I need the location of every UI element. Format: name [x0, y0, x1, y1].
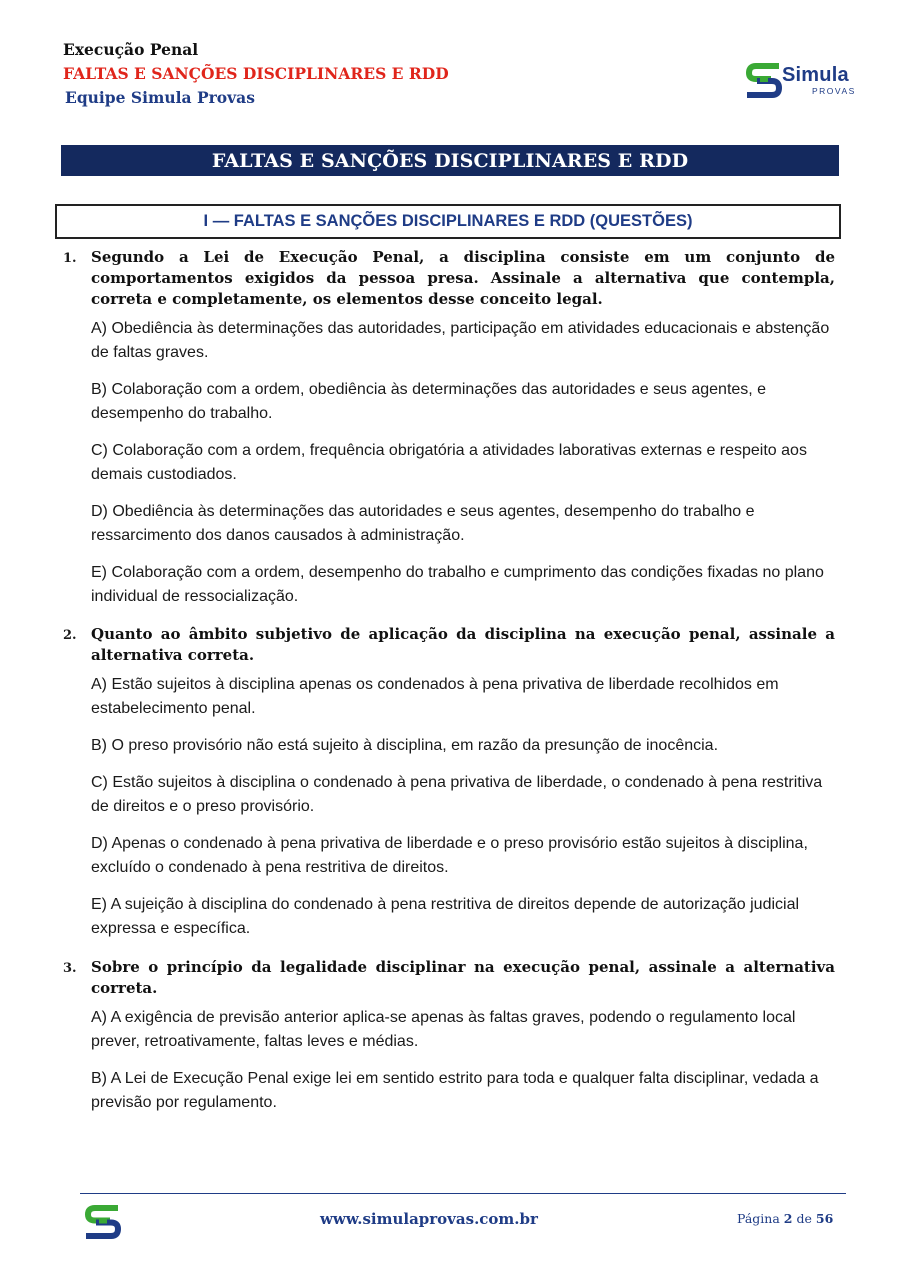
author-line: Equipe Simula Provas [65, 88, 255, 107]
option-d: D) Obediência às determinações das autoridades e seus agentes, desempenho do trabalho e ressarcimento dos danos causados à administração. [91, 503, 755, 544]
option-e: E) Colaboração com a ordem, desempenho do trabalho e cumprimento das condições fixadas no plano individual de ressocialização. [91, 564, 824, 605]
option-a: A) A exigência de previsão anterior aplica-se apenas às faltas graves, podendo o regulamento local prever, retroativamente, faltas leves e médias. [91, 1009, 796, 1050]
simula-logo [746, 62, 861, 100]
subject-title: Execução Penal [63, 40, 199, 59]
option-b: B) O preso provisório não está sujeito à disciplina, em razão da presunção de inocência. [91, 737, 719, 754]
question-stem: Sobre o princípio da legalidade disciplinar na execução penal, assinale a alternativa correta. [91, 958, 835, 997]
page-title: FALTAS E SANÇÕES DISCIPLINARES E RDD [61, 145, 839, 176]
logo-wordmark: Simula [782, 64, 849, 86]
page-of: de [796, 1211, 812, 1226]
option-c: C) Estão sujeitos à disciplina o condenado à pena privativa de liberdade, o condenado à pena restritiva de direitos e o preso provisório. [91, 774, 823, 815]
option-a: A) Estão sujeitos à disciplina apenas os condenados à pena privativa de liberdade recolhidos em estabelecimento penal. [91, 676, 779, 717]
page-number [737, 1211, 833, 1226]
question-3 [63, 957, 835, 1115]
option-a: A) Obediência às determinações das autoridades, participação em atividades educacionais e abstenção de faltas graves. [91, 320, 830, 361]
simula-s-footer-icon [85, 1204, 121, 1240]
question-stem: Segundo a Lei de Execução Penal, a disciplina consiste em um conjunto de comportamentos exigidos da pessoa presa. Assinale a alternativa que contempla, correta e completamente, os elementos desse conceito legal. [91, 248, 835, 308]
section-heading: I — FALTAS E SANÇÕES DISCIPLINARES E RDD (QUESTÕES) [55, 204, 841, 239]
website-link[interactable]: www.simulaprovas.com.br [320, 1210, 538, 1228]
option-c: C) Colaboração com a ordem, frequência obrigatória a atividades laborativas externas e respeito aos demais custodiados. [91, 442, 807, 483]
topic-title: FALTAS E SANÇÕES DISCIPLINARES E RDD [63, 64, 449, 83]
document-header [63, 38, 449, 110]
option-e: E) A sujeição à disciplina do condenado à pena restritiva de direitos depende de autorização judicial expressa e específica. [91, 896, 800, 937]
page-current: 2 [783, 1211, 793, 1226]
question-number: 2. [63, 628, 77, 643]
option-b: B) Colaboração com a ordem, obediência às determinações das autoridades e seus agentes, e desempenho do trabalho. [91, 381, 767, 422]
page-label: Página [737, 1211, 780, 1226]
logo-subtitle: PROVAS [812, 86, 856, 96]
question-1 [63, 247, 835, 609]
options-list [91, 317, 835, 609]
option-d: D) Apenas o condenado à pena privativa de liberdade e o preso provisório estão sujeitos à disciplina, excluído o condenado à pena restritiva de direitos. [91, 835, 808, 876]
footer-divider [80, 1193, 846, 1194]
options-list [91, 1006, 835, 1115]
question-2 [63, 624, 835, 941]
options-list [91, 673, 835, 941]
question-number: 1. [63, 251, 77, 266]
simula-s-logo-icon [746, 62, 782, 100]
question-number: 3. [63, 961, 77, 976]
page-total: 56 [815, 1211, 834, 1226]
question-stem: Quanto ao âmbito subjetivo de aplicação da disciplina na execução penal, assinale a alternativa correta. [91, 625, 835, 664]
option-b: B) A Lei de Execução Penal exige lei em sentido estrito para toda e qualquer falta disciplinar, vedada a previsão por regulamento. [91, 1070, 819, 1111]
